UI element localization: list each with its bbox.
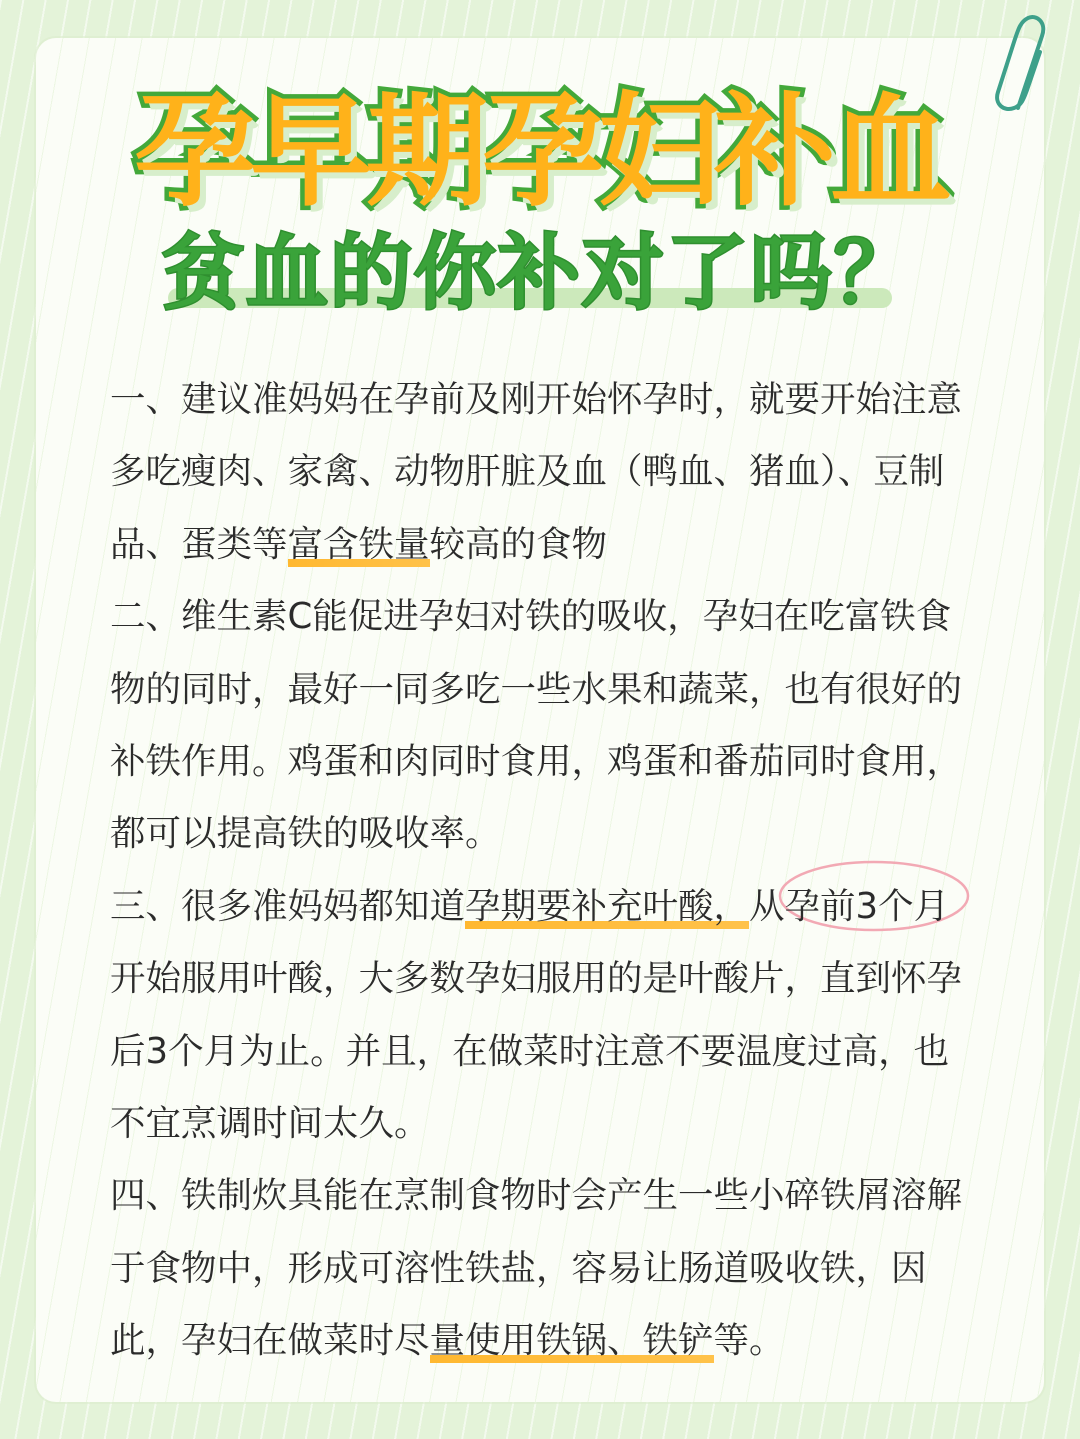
highlight-iron-cookware: 量使用铁锅、铁铲 [429, 1320, 714, 1362]
paragraph-1: 一、建议准妈妈在孕前及刚开始怀孕时，就要开始注意多吃瘦肉、家禽、动物肝脏及血（鸭血、猪血）、豆制品、蛋类等富含铁量较高的食物 [110, 379, 963, 565]
subtitle: 贫血的你补对了吗？ [161, 226, 918, 321]
paragraph-2: 二、维生素C能促进孕妇对铁的吸收，孕妇在吃富铁食物的同时，最好一同多吃一些水果和蔬菜，也有很好的补铁作用。鸡蛋和肉同时食用，鸡蛋和番茄同时食用，都可以提高铁的吸收率。 [110, 596, 963, 855]
paragraph-3: 三、很多准妈妈都知道孕期要补充叶酸，从孕前3个月开始服用叶酸，大多数孕妇服用的是叶酸片，直到怀孕后3个月为止。并且，在做菜时注意不要温度过高，也不宜烹调时间太久。 [110, 885, 963, 1145]
highlight-folic-acid: 孕期要补充叶酸， [465, 885, 750, 927]
highlight-iron: 富含铁量 [287, 523, 430, 565]
article-body [110, 364, 978, 1378]
paragraph-4: 四、铁制炊具能在烹制食物时会产生一些小碎铁屑溶解于食物中，形成可溶性铁盐，容易让肠道吸收铁，因此，孕妇在做菜时尽量使用铁锅、铁铲等。 [110, 1175, 963, 1362]
main-title: 孕早期孕妇补血 [134, 81, 946, 223]
